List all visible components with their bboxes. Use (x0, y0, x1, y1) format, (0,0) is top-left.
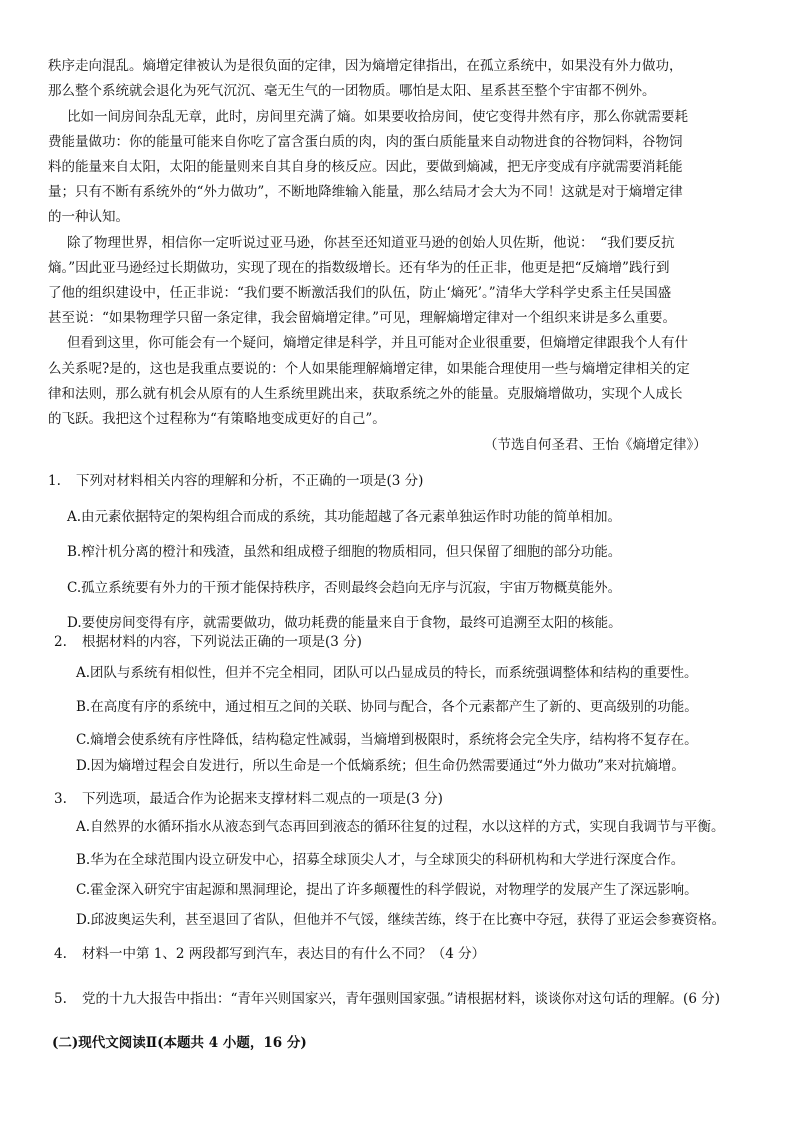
question-number: 1. (48, 473, 61, 489)
passage-line: 的一种认知。 (48, 209, 129, 225)
question-option: A.自然界的水循环指水从液态到气态再回到液态的循环往复的过程，水以这样的方式，实现自我调节与平衡。 (76, 819, 725, 835)
question-option: A.团队与系统有相似性，但并不完全相同，团队可以凸显成员的特长，而系统强调整体和结构的重要性。 (76, 665, 698, 681)
question-number: 2. (54, 634, 67, 650)
passage-line: 费能量做功：你的能量可能来自你吃了富含蛋白质的肉，肉的蛋白质能量来自动物进食的谷物饲料，谷物饲 (48, 134, 683, 150)
passage-line: 量；只有不断有系统外的“外力做功”，不断地降维输入能量，那么结局才会大为不同！这就是对于熵增定律 (48, 184, 683, 200)
passage-line: 熵。”因此亚马逊经过长期做功，实现了现在的指数级增长。还有华为的任正非，他更是把“反熵增”践行到 (48, 260, 670, 276)
passage-line: 比如一间房间杂乱无章，此时，房间里充满了熵。如果要收拾房间，使它变得井然有序，那么你就需要耗 (67, 109, 688, 125)
question-number: 5. (54, 991, 67, 1007)
section-heading: (二)现代文阅读Ⅱ(本题共 4 小题，16 分) (52, 1035, 307, 1051)
passage-line: 么关系呢?是的，这也是我重点要说的：个人如果能理解熵增定律，如果能合理使用一些与熵增定律相关的定 (48, 361, 690, 377)
passage-source: （节选自何圣君、王怡《熵增定律》） (484, 437, 707, 453)
passage-line: 秩序走向混乱。熵增定律被认为是很负面的定律，因为熵增定律指出，在孤立系统中，如果没有外力做功， (48, 58, 683, 74)
passage-line: 律和法则，那么就有机会从原有的人生系统里跳出来，获取系统之外的能量。克服熵增做功，实现个人成长 (48, 386, 683, 402)
passage-line: 的飞跃。我把这个过程称为“有策略地变成更好的自己”。 (48, 411, 386, 427)
question-option: B.华为在全球范围内设立研发中心，招募全球顶尖人才，与全球顶尖的科研机构和大学进行深度合作。 (76, 852, 685, 868)
question-option: B.在高度有序的系统中，通过相互之间的关联、协同与配合，各个元素都产生了新的、更高级别的功能。 (76, 699, 698, 715)
passage-line: 除了物理世界，相信你一定听说过亚马逊，你甚至还知道亚马逊的创始人贝佐斯，他说： “我们要反抗 (67, 235, 675, 251)
question-option: D.因为熵增过程会自发进行，所以生命是一个低熵系统；但生命仍然需要通过“外力做功”来对抗熵增。 (76, 758, 685, 774)
question-stem: 党的十九大报告中指出：“青年兴则国家兴，青年强则国家强。”请根据材料，谈谈你对这句话的理解。(6 分) (82, 991, 720, 1007)
question-option: A.由元素依据特定的架构组合而成的系统，其功能超越了各元素单独运作时功能的简单相加。 (67, 509, 622, 525)
question-stem: 下列对材料相关内容的理解和分析，不正确的一项是(3 分) (76, 473, 424, 489)
passage-line: 那么整个系统就会退化为死气沉沉、毫无生气的一团物质。哪怕是太阳、星系甚至整个宇宙都不例外。 (48, 83, 656, 99)
passage-line: 了他的组织建设中，任正非说：“我们要不断激活我们的队伍，防止‘熵死’。”清华大学科学史系主任吴国盛 (48, 285, 672, 301)
passage-line: 但看到这里，你可能会有一个疑问，熵增定律是科学，并且可能对企业很重要，但熵增定律跟我个人有什 (67, 335, 688, 351)
question-number: 4. (54, 946, 67, 962)
question-option: B.榨汁机分离的橙汁和残渣，虽然和组成橙子细胞的物质相同，但只保留了细胞的部分功能。 (67, 544, 622, 560)
question-option: C.霍金深入研究宇宙起源和黑洞理论，提出了许多颠覆性的科学假说，对物理学的发展产生了深远影响。 (76, 882, 698, 898)
question-number: 3. (54, 791, 67, 807)
question-stem: 下列选项，最适合作为论据来支撑材料二观点的一项是(3 分) (82, 791, 443, 807)
question-option: D.邱波奥运失利，甚至退回了省队，但他并不气馁，继续苦练，终于在比赛中夺冠，获得了亚运会参赛资格。 (76, 912, 726, 928)
question-option: D.要使房间变得有序，就需要做功，做功耗费的能量来自于食物，最终可追溯至太阳的核能。 (67, 615, 622, 631)
question-option: C.孤立系统要有外力的干预才能保持秩序，否则最终会趋向无序与沉寂，宇宙万物概莫能外。 (67, 580, 622, 596)
passage-line: 甚至说：“如果物理学只留一条定律，我会留熵增定律。”可见，理解熵增定律对一个组织来讲是多么重要。 (48, 310, 677, 326)
question-option: C.熵增会使系统有序性降低，结构稳定性减弱，当熵增到极限时，系统将会完全失序，结构将不复存在。 (76, 732, 698, 748)
question-stem: 根据材料的内容，下列说法正确的一项是(3 分) (82, 634, 362, 650)
question-stem: 材料一中第 1、2 两段都写到汽车，表达目的有什么不同？（4 分） (82, 946, 486, 962)
passage-line: 料的能量来自太阳，太阳的能量则来自其自身的核反应。因此，要做到熵减，把无序变成有序就需要消耗能 (48, 159, 683, 175)
